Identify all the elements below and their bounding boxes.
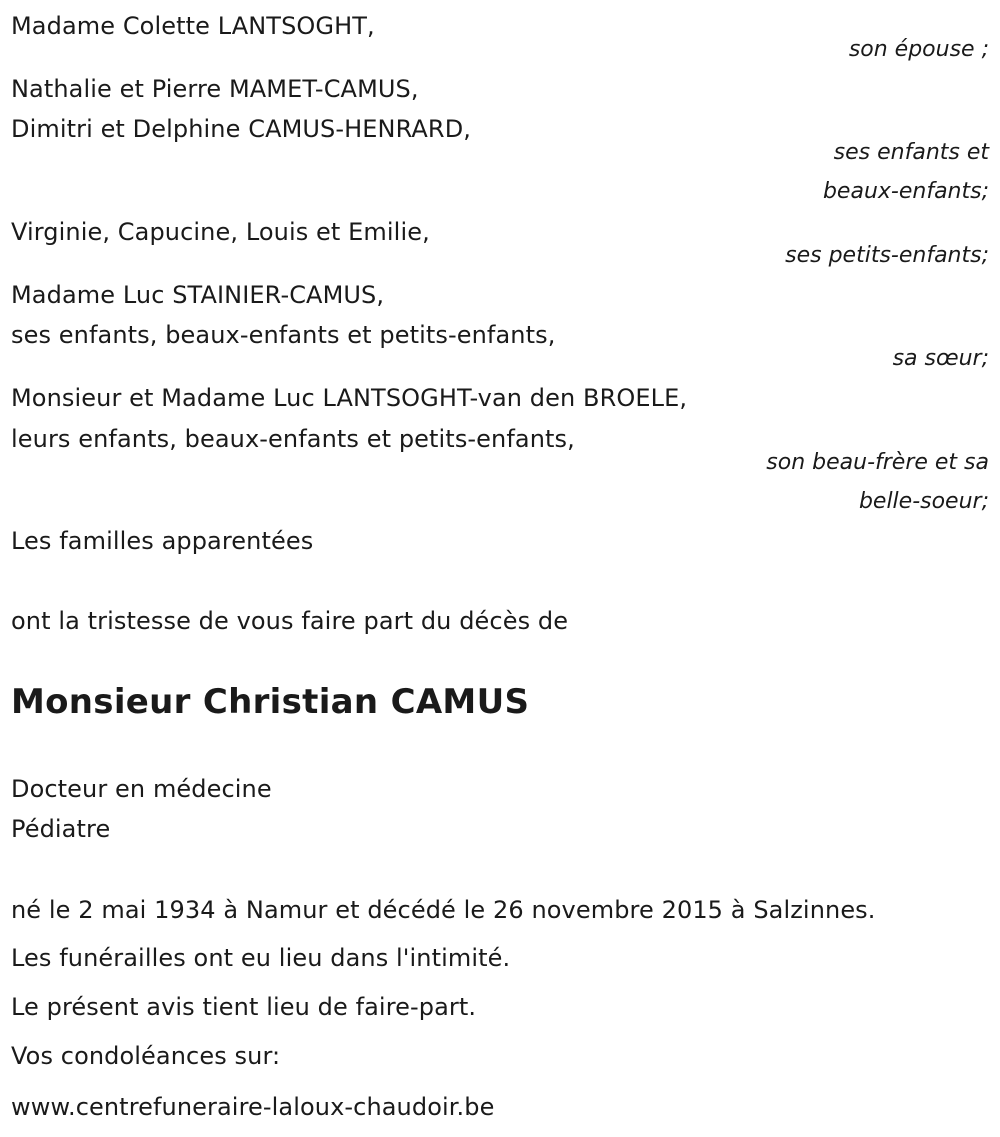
- family-line: leurs enfants, beaux-enfants et petits-enfants,: [11, 425, 575, 453]
- relation-label: sa sœur;: [892, 346, 989, 371]
- birth-death-details: né le 2 mai 1934 à Namur et décédé le 26 novembre 2015 à Salzinnes.: [11, 896, 876, 924]
- relation-label: son épouse ;: [848, 37, 989, 62]
- family-line: Nathalie et Pierre MAMET-CAMUS,: [11, 75, 419, 103]
- family-line: Madame Luc STAINIER-CAMUS,: [11, 281, 385, 309]
- relation-label: belle-soeur;: [858, 489, 989, 514]
- relation-label: beaux-enfants;: [822, 179, 989, 204]
- relation-label: ses enfants et: [833, 140, 989, 165]
- relation-label: ses petits-enfants;: [785, 243, 989, 268]
- condolences-website: www.centrefuneraire-laloux-chaudoir.be: [11, 1093, 495, 1121]
- deceased-name: Monsieur Christian CAMUS: [11, 682, 530, 722]
- title-line: Docteur en médecine: [11, 775, 272, 803]
- family-line: Monsieur et Madame Luc LANTSOGHT-van den BROELE,: [11, 384, 688, 412]
- family-line: ses enfants, beaux-enfants et petits-enfants,: [11, 321, 556, 349]
- family-line: Madame Colette LANTSOGHT,: [11, 12, 375, 40]
- title-line: Pédiatre: [11, 815, 111, 843]
- notice-details: Le présent avis tient lieu de faire-part.: [11, 993, 477, 1021]
- relation-label: son beau-frère et sa: [766, 450, 989, 475]
- family-line: Virginie, Capucine, Louis et Emilie,: [11, 218, 430, 246]
- family-line: Les familles apparentées: [11, 527, 314, 555]
- announcement-text: ont la tristesse de vous faire part du décès de: [11, 607, 569, 635]
- condolences-label: Vos condoléances sur:: [11, 1042, 281, 1070]
- family-line: Dimitri et Delphine CAMUS-HENRARD,: [11, 115, 472, 143]
- funeral-details: Les funérailles ont eu lieu dans l'intimité.: [11, 944, 511, 972]
